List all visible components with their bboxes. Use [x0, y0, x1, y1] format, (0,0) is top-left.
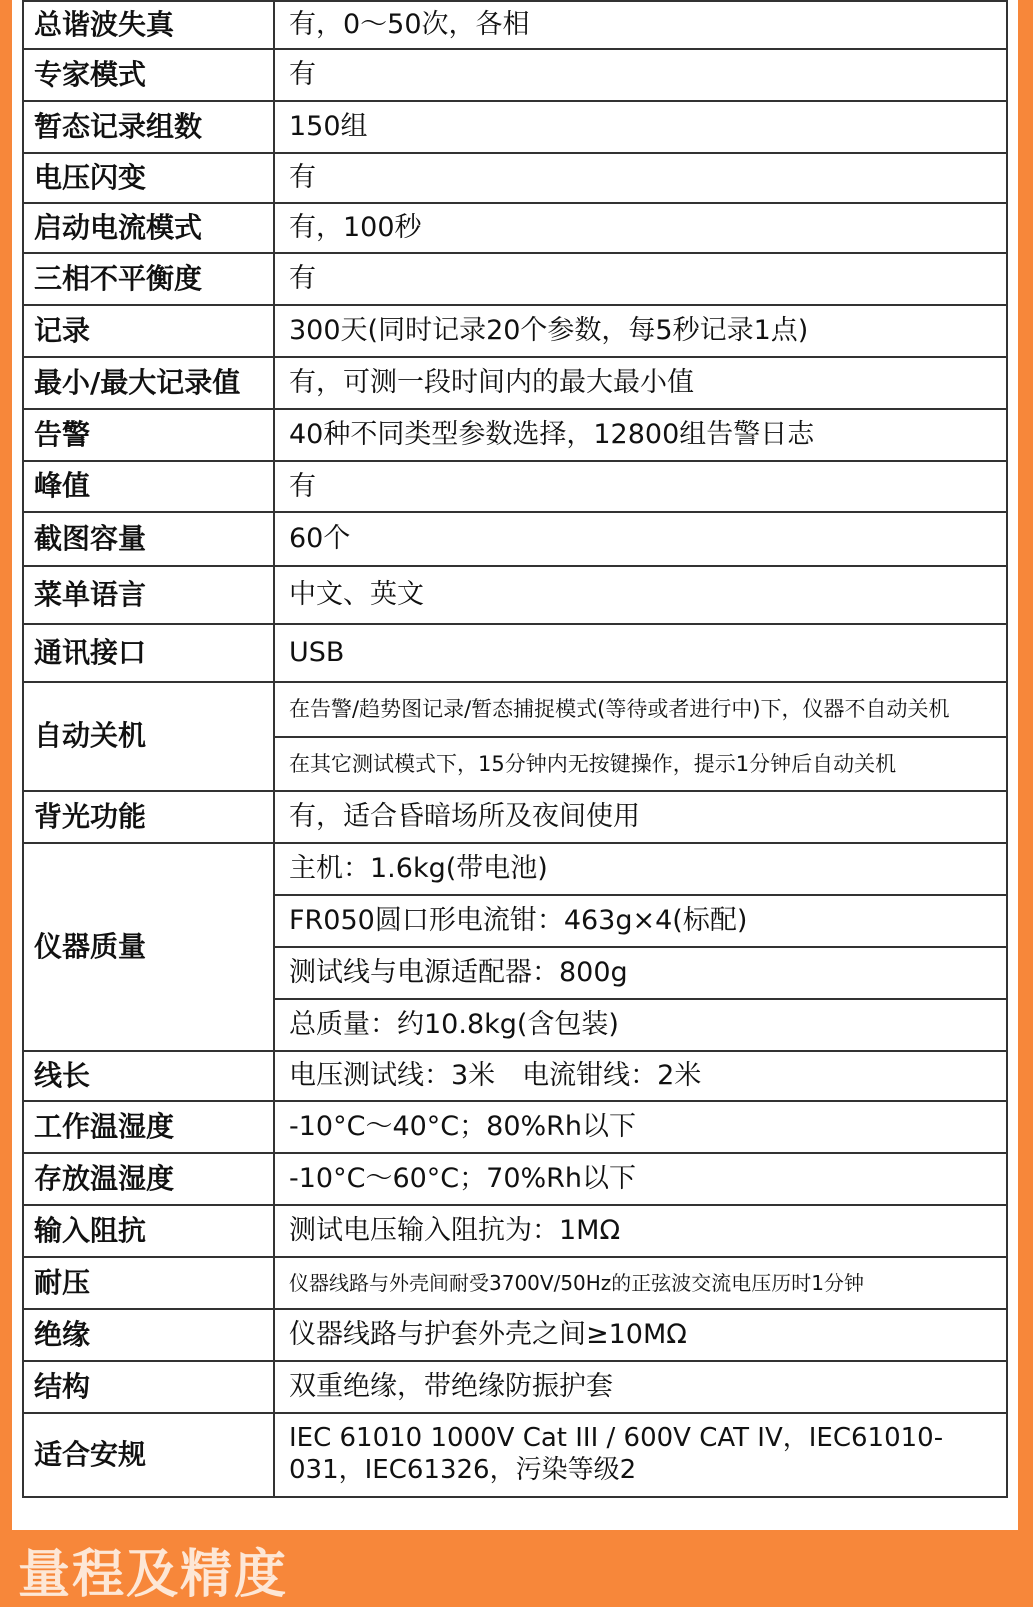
table-row	[23, 682, 1007, 737]
table-row	[23, 253, 1007, 305]
table-row	[23, 1153, 1007, 1205]
table-row	[23, 1413, 1007, 1497]
row-value: -10°C～60°C；70%Rh以下	[274, 1153, 1007, 1205]
row-value: 有，100秒	[274, 203, 1007, 253]
table-row	[23, 461, 1007, 512]
table-row	[23, 624, 1007, 682]
table-row	[23, 1101, 1007, 1153]
spec-table	[22, 0, 1008, 1498]
row-label: 总谐波失真	[23, 1, 274, 49]
row-label: 自动关机	[23, 682, 274, 791]
row-label: 告警	[23, 409, 274, 461]
row-value: FR050圆口形电流钳：463g×4(标配)	[274, 895, 1007, 947]
row-label: 适合安规	[23, 1413, 274, 1497]
table-row	[23, 101, 1007, 153]
row-value: 40种不同类型参数选择，12800组告警日志	[274, 409, 1007, 461]
row-value: -10°C～40°C；80%Rh以下	[274, 1101, 1007, 1153]
row-label: 通讯接口	[23, 624, 274, 682]
row-value: 仪器线路与外壳间耐受3700V/50Hz的正弦波交流电压历时1分钟	[274, 1257, 1007, 1309]
table-row	[23, 153, 1007, 203]
row-label: 专家模式	[23, 49, 274, 101]
table-row	[23, 409, 1007, 461]
row-label: 峰值	[23, 461, 274, 512]
row-value: 有，适合昏暗场所及夜间使用	[274, 791, 1007, 843]
row-value: 有	[274, 253, 1007, 305]
table-row	[23, 566, 1007, 624]
row-value: 有	[274, 49, 1007, 101]
row-label: 仪器质量	[23, 843, 274, 1051]
table-row	[23, 791, 1007, 843]
row-label: 启动电流模式	[23, 203, 274, 253]
row-value: USB	[274, 624, 1007, 682]
table-row	[23, 357, 1007, 409]
row-label: 截图容量	[23, 512, 274, 566]
row-label: 最小/最大记录值	[23, 357, 274, 409]
row-value: 仪器线路与护套外壳之间≥10MΩ	[274, 1309, 1007, 1361]
row-label: 线长	[23, 1051, 274, 1101]
row-label: 菜单语言	[23, 566, 274, 624]
row-value: 有	[274, 153, 1007, 203]
row-value: IEC 61010 1000V Cat III / 600V CAT IV，IEC61010-031，IEC61326，污染等级2	[274, 1413, 1007, 1497]
row-value: 有，可测一段时间内的最大最小值	[274, 357, 1007, 409]
row-value: 测试电压输入阻抗为：1MΩ	[274, 1205, 1007, 1257]
row-value: 60个	[274, 512, 1007, 566]
row-value: 中文、英文	[274, 566, 1007, 624]
table-row	[23, 1309, 1007, 1361]
row-label: 三相不平衡度	[23, 253, 274, 305]
row-label: 工作温湿度	[23, 1101, 274, 1153]
row-label: 背光功能	[23, 791, 274, 843]
row-value: 有	[274, 461, 1007, 512]
row-label: 耐压	[23, 1257, 274, 1309]
spec-sheet	[12, 0, 1018, 1530]
row-label: 绝缘	[23, 1309, 274, 1361]
row-value: 测试线与电源适配器：800g	[274, 947, 1007, 999]
table-row	[23, 1257, 1007, 1309]
row-label: 输入阻抗	[23, 1205, 274, 1257]
row-label: 存放温湿度	[23, 1153, 274, 1205]
table-row	[23, 843, 1007, 895]
row-value: 150组	[274, 101, 1007, 153]
section-title: 量程及精度	[18, 1545, 289, 1605]
row-value: 总质量：约10.8kg(含包装)	[274, 999, 1007, 1051]
table-row	[23, 1205, 1007, 1257]
table-row	[23, 1051, 1007, 1101]
table-row	[23, 203, 1007, 253]
table-row	[23, 1, 1007, 49]
table-row	[23, 49, 1007, 101]
table-row	[23, 512, 1007, 566]
row-value: 在其它测试模式下，15分钟内无按键操作，提示1分钟后自动关机	[274, 737, 1007, 791]
row-label: 记录	[23, 305, 274, 357]
row-value: 有，0～50次，各相	[274, 1, 1007, 49]
row-label: 电压闪变	[23, 153, 274, 203]
row-value: 电压测试线：3米 电流钳线：2米	[274, 1051, 1007, 1101]
row-value: 主机：1.6kg(带电池)	[274, 843, 1007, 895]
row-label: 结构	[23, 1361, 274, 1413]
table-row	[23, 1361, 1007, 1413]
row-value: 300天(同时记录20个参数，每5秒记录1点)	[274, 305, 1007, 357]
table-row	[23, 305, 1007, 357]
row-value: 双重绝缘，带绝缘防振护套	[274, 1361, 1007, 1413]
row-label: 暂态记录组数	[23, 101, 274, 153]
row-value: 在告警/趋势图记录/暂态捕捉模式(等待或者进行中)下，仪器不自动关机	[274, 682, 1007, 737]
